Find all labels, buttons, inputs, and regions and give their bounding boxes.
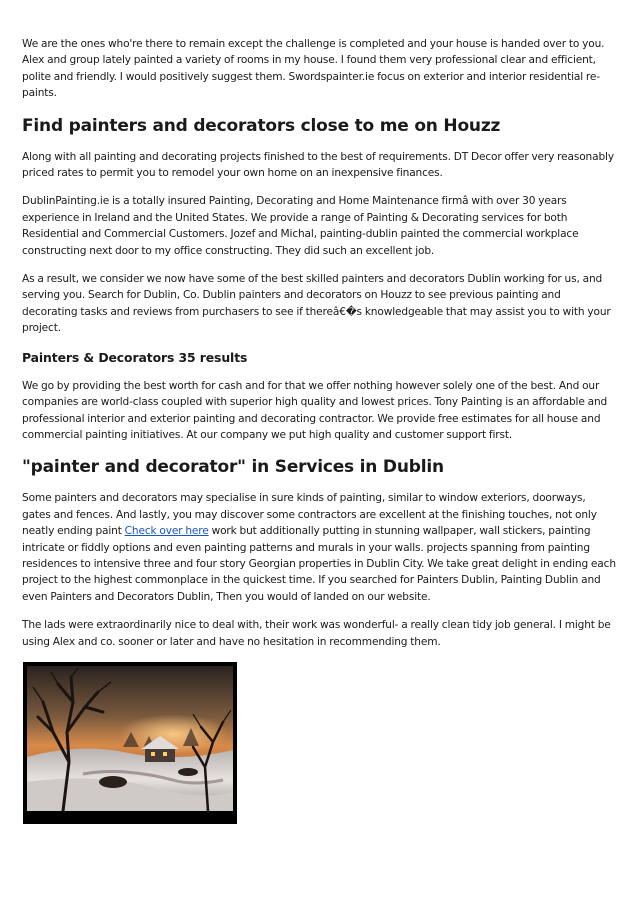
paragraph-skilled-painters: As a result, we consider we now have some of the best skilled painters and decorators Dublin working for us, and serving you. Search for Dublin, Co. Dublin painters and decorators on Houzz to see previous painting and decorating tasks and reviews from purchasers to see if thereâ€�s knowledgeable that may assist you to with your project. (22, 273, 611, 335)
heading-results: Painters & Decorators 35 results (22, 349, 248, 365)
paragraph-dublinpainting: DublinPainting.ie is a totally insured Painting, Decorating and Home Maintenance firmâ with over 30 years experience in Ireland and the United States. We provide a range of Painting & Decorating services for both Residential and Commercial Customers. Jozef and Michal, painting-dublin painted the commercial workplace constructing next door to my office constructing. They did such an excellent job. (22, 195, 579, 257)
paragraph-specialise (22, 490, 616, 605)
paragraph-testimonial: The lads were extraordinarily nice to deal with, their work was wonderful- a really clean tidy job general. I might be using Alex and co. sooner or later and have no hesitation in recommending them. (22, 619, 611, 648)
paragraph-specialise-start: Some painters and decorators may specialise in sure kinds of painting, similar to window exteriors, doorways, gates and fences. And lastly, you may discover some contractors are excellent at the finishing touches, not only neatly ending paint (22, 492, 597, 538)
paragraph-intro: We are the ones who're there to remain except the challenge is completed and your house is handed over to you. Alex and group lately painted a variety of rooms in my house. I found them very professional clear and efficient, polite and friendly. I would positively suggest them. Swordspainter.ie focus on exterior and interior residential re-paints. (22, 38, 605, 100)
heading-houzz: Find painters and decorators close to me on Houzz (22, 115, 501, 136)
heading-services-dublin: "painter and decorator" in Services in Dublin (22, 457, 444, 478)
winter-landscape-painting (23, 662, 237, 824)
paragraph-best-worth: We go by providing the best worth for cash and for that we offer nothing however solely one of the best. And our companies are world-class coupled with superior high quality and lowest prices. Tony Painting is an affordable and professional interior and exterior painting and decorating contractor. We provide free estimates for all house and commercial painting initiatives. At our company we put high quality and customer support first. (22, 379, 608, 441)
article (22, 36, 616, 824)
paragraph-dt-decor: Along with all painting and decorating projects finished to the best of requirements. DT Decor offer very reasonably priced rates to permit you to remodel your own home on an inexpensive finances. (22, 150, 614, 180)
check-over-here-link[interactable]: Check over here (124, 525, 209, 538)
paragraph-specialise-end: work but additionally putting in stunning wallpaper, wall stickers, painting intricate or fiddly options and even painting patterns and murals in your walls. projects spanning from painting residences to intensive three and four story Georgian properties in Dublin City. We take great delight in ending each project to the highest commonplace in the quickest time. If you searched for Painters Dublin, Painting Dublin and even Painters and Decorators Dublin, Then you would of landed on our website. (22, 525, 616, 603)
